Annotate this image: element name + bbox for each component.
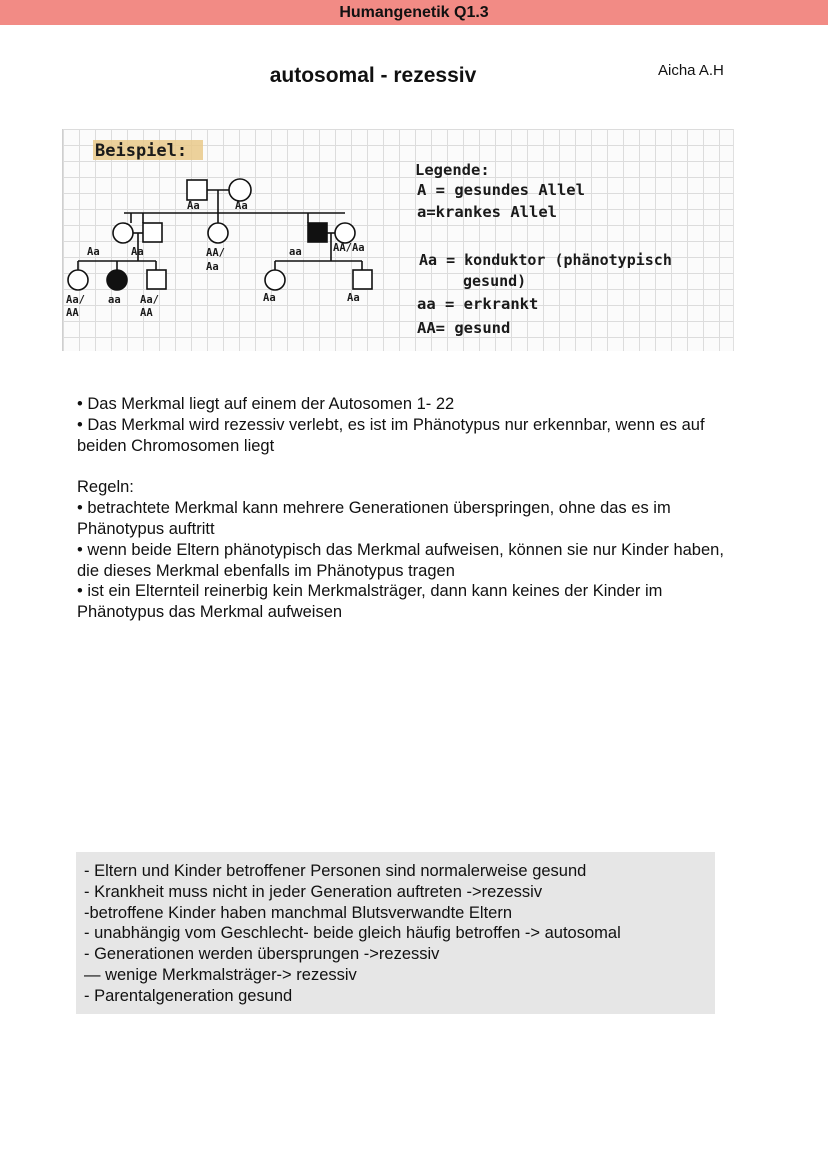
gen2-female-3	[335, 223, 355, 243]
page-title: autosomal - rezessiv	[269, 64, 477, 87]
label-gen3-m1-b: AA	[140, 307, 153, 319]
summary-line-5: - Generationen werden übersprungen ->rezessiv	[84, 945, 440, 964]
gen2-female-2	[208, 223, 228, 243]
rule-3: • ist ein Elternteil reinerbig kein Merkmalsträger, dann kann keines der Kinder im Phänotypus das Merkmal aufweisen	[77, 582, 663, 622]
summary-line-7: - Parentalgeneration gesund	[84, 986, 293, 1005]
example-label: Beispiel:	[95, 141, 188, 161]
label-gen3-m1-a: Aa/	[140, 294, 159, 306]
label-gen2-f2-b: Aa	[206, 261, 219, 273]
gen2-male-1	[143, 223, 162, 242]
legend-title: Legende:	[415, 161, 490, 179]
summary-box	[76, 852, 715, 1014]
label-gen3-f3: Aa	[263, 292, 276, 304]
gen3-female-3	[265, 270, 285, 290]
label-gen3-m2: Aa	[347, 292, 360, 304]
label-gen2-m2: aa	[289, 246, 302, 258]
summary-line-6: — wenige Merkmalsträger-> rezessiv	[84, 965, 357, 984]
label-gen3-f1-a: Aa/	[66, 294, 85, 306]
gen1-mother	[229, 179, 251, 201]
label-gen2-f1: Aa	[87, 246, 100, 258]
legend-line-3: Aa = konduktor (phänotypisch	[419, 251, 672, 269]
label-gen2-f2-a: AA/	[206, 247, 225, 259]
author-name: Aicha A.H	[658, 62, 724, 79]
label-gen1-mother: Aa	[235, 200, 248, 212]
legend-line-6: AA= gesund	[417, 319, 511, 337]
label-gen2-m1: Aa	[131, 246, 144, 258]
pedigree-figure	[62, 129, 734, 351]
summary-line-3: -betroffene Kinder haben manchmal Blutsverwandte Eltern	[84, 903, 513, 922]
summary-line-2: - Krankheit muss nicht in jeder Generation auftreten ->rezessiv	[84, 882, 543, 901]
label-gen2-f3: AA/Aa	[333, 242, 365, 254]
gen3-female-2-affected	[107, 270, 127, 290]
rule-2: • wenn beide Eltern phänotypisch das Merkmal aufweisen, können sie nur Kinder haben, die dieses Merkmal ebenfalls im Phänotypus tragen	[77, 540, 724, 580]
gen2-male-2-affected	[308, 223, 327, 242]
gen3-male-1	[147, 270, 166, 289]
summary-line-4: - unabhängig vom Geschlecht- beide gleich häufig betroffen -> autosomal	[84, 924, 621, 943]
label-gen3-f1-b: AA	[66, 307, 79, 319]
label-gen3-f2: aa	[108, 294, 121, 306]
fact-1: • Das Merkmal liegt auf einem der Autosomen 1- 22	[77, 395, 455, 413]
fact-2: • Das Merkmal wird rezessiv verlebt, es ist im Phänotypus nur erkennbar, wenn es auf beiden Chromosomen liegt	[77, 415, 705, 455]
rule-1: • betrachtete Merkmal kann mehrere Generationen überspringen, ohne das es im Phänotypus auftritt	[77, 499, 671, 538]
legend-line-1: A = gesundes Allel	[417, 181, 585, 199]
label-gen1-father: Aa	[187, 200, 200, 212]
gen3-female-1	[68, 270, 88, 290]
header-title: Humangenetik Q1.3	[339, 4, 489, 21]
legend-line-5: aa = erkrankt	[417, 295, 539, 313]
rules-heading: Regeln:	[77, 478, 134, 497]
gen2-female-1	[113, 223, 133, 243]
pedigree-chart	[63, 129, 733, 351]
legend-line-2: a=krankes Allel	[417, 203, 557, 221]
legend-line-4: gesund)	[463, 272, 527, 290]
gen1-father	[187, 180, 207, 200]
summary-line-1: - Eltern und Kinder betroffener Personen sind normalerweise gesund	[84, 862, 587, 880]
header-bar	[0, 0, 828, 25]
gen3-male-2	[353, 270, 372, 289]
body-text	[77, 394, 737, 623]
